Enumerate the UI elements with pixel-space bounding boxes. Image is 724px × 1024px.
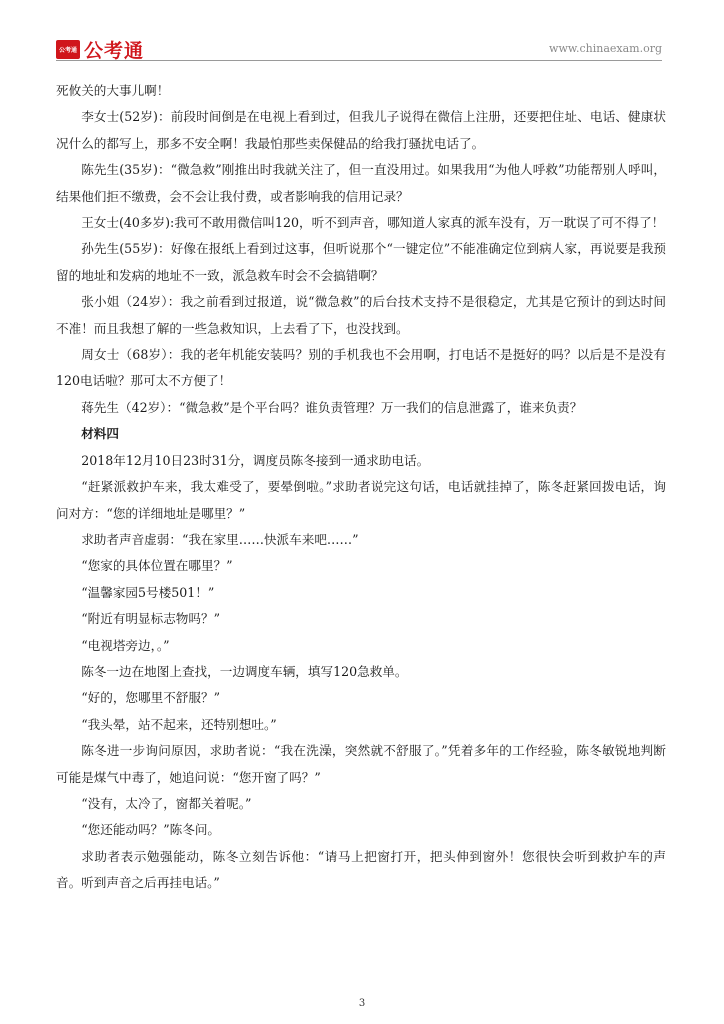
paragraph: “没有，太冷了，窗都关着呢。”: [81, 795, 252, 811]
page-number: 3: [358, 998, 366, 1009]
logo-badge-icon: 公考通: [56, 40, 80, 59]
brand-logo: [56, 36, 144, 63]
logo-text: 公考通: [84, 40, 145, 62]
paragraph: 蒋先生（42岁）：“微急救”是个平台吗？谁负责管理？万一我们的信息泄露了，谁来负责？: [81, 399, 583, 415]
section-heading: 材料四: [81, 426, 119, 442]
paragraph: 2018年12月10日23时31分，调度员陈冬接到一通求助电话。: [81, 452, 430, 468]
paragraph: “我头晕，站不起来，还特别想吐。”: [81, 716, 277, 732]
paragraph: 求助者表示勉强能动，陈冬立刻告诉他：“请马上把窗打开，把头伸到窗外！您很快会听到救护车的声音。听到声音之后再挂电话。”: [56, 848, 666, 891]
paragraph: 陈冬一边在地图上查找，一边调度车辆，填写120急救单。: [81, 663, 408, 679]
paragraph: 孙先生(55岁)：好像在报纸上看到过这事，但听说那个“一键定位”不能准确定位到病人家，再说要是我预留的地址和发病的地址不一致，派急救车时会不会搞错啊？: [56, 241, 666, 283]
paragraph: 求助者声音虚弱：“我在家里……快派车来吧……”: [81, 531, 359, 547]
paragraph: “温馨家园5号楼501！”: [81, 584, 215, 600]
paragraph: 王女士(40多岁):我可不敢用微信叫120，听不到声音，哪知道人家真的派车没有，万一耽误了可不得了！: [81, 215, 665, 231]
paragraph: 张小姐（24岁）：我之前看到过报道，说“微急救”的后台技术支持不是很稳定，尤其是它预计的到达时间不准！而且我想了解的一些急救知识，上去看了下，也没找到。: [56, 294, 666, 336]
paragraph: “电视塔旁边，。”: [81, 637, 170, 653]
paragraph: 周女士（68岁）：我的老年机能安装吗？别的手机我也不会用啊，打电话不是挺好的吗？以后是不是没有120电话啦？那可太不方便了！: [56, 347, 666, 389]
paragraph: 死攸关的大事儿啊！: [56, 83, 170, 98]
paragraph: “赶紧派救护车来，我太难受了，要晕倒啦。”求助者说完这句话，电话就挂掉了，陈冬赶紧回拨电话，询问对方：“您的详细地址是哪里？”: [56, 479, 666, 521]
paragraph: “附近有明显标志物吗？”: [81, 611, 221, 627]
document-body: [56, 78, 666, 897]
paragraph: 李女士(52岁)：前段时间倒是在电视上看到过，但我儿子说得在微信上注册，还要把住址、电话、健康状况什么的都写上，那多不安全啊！我最怕那些卖保健品的给我打骚扰电话了。: [56, 109, 666, 151]
paragraph: 陈冬进一步询问原因，求助者说：“我在洗澡，突然就不舒服了。”凭着多年的工作经验，陈冬敏锐地判断可能是煤气中毒了，她追问说：“您开窗了吗？”: [56, 743, 666, 785]
paragraph: “您家的具体位置在哪里？”: [81, 558, 233, 574]
paragraph: “您还能动吗？”陈冬问。: [81, 822, 221, 838]
paragraph: “好的，您哪里不舒服？”: [81, 690, 221, 706]
header-divider: [56, 60, 662, 61]
site-url: www.chinaexam.org: [549, 42, 662, 55]
page-header: [56, 34, 662, 62]
paragraph: 陈先生(35岁)：“微急救”刚推出时我就关注了，但一直没用过。如果我用“为他人呼救”功能帮别人呼叫，结果他们拒不缴费，会不会让我付费，或者影响我的信用记录？: [56, 162, 666, 204]
